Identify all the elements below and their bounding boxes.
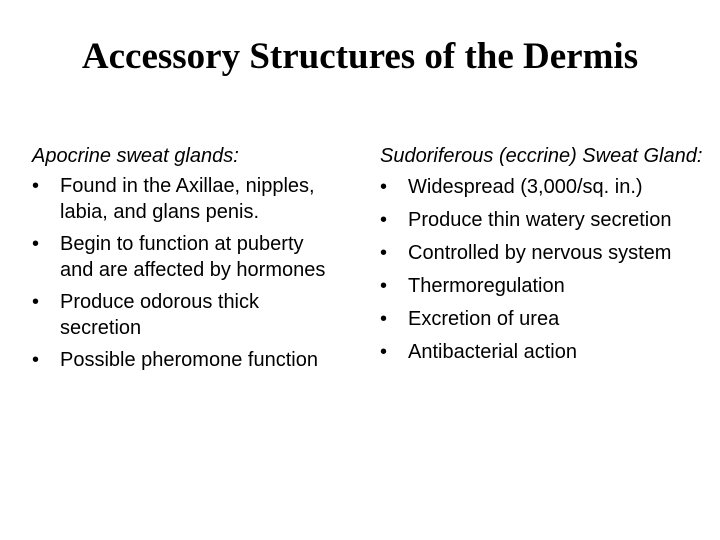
list-item-text: Found in the Axillae, nipples, labia, and glans penis. [60,175,315,223]
list-item [32,231,332,283]
list-item-text: Controlled by nervous system [408,242,672,264]
eccrine-heading: Sudoriferous (eccrine) Sweat Gland: [380,145,703,167]
bullet-icon: • [380,308,388,330]
slide-title: Accessory Structures of the Dermis [81,36,639,77]
list-item-text: Begin to function at puberty and are affected by hormones [60,233,326,281]
list-item-text: Possible pheromone function [60,349,318,371]
bullet-icon: • [380,341,388,363]
bullet-icon: • [32,233,40,255]
list-item [380,173,705,201]
bullet-icon: • [32,349,40,371]
list-item [380,239,705,267]
apocrine-column [32,143,332,379]
list-item [380,338,705,366]
eccrine-column [380,141,705,371]
bullet-icon: • [380,275,388,297]
apocrine-bullet-list [32,173,332,373]
list-item-text: Widespread (3,000/sq. in.) [408,176,643,198]
list-item-text: Antibacterial action [408,341,577,363]
eccrine-bullet-list [380,173,705,366]
bullet-icon: • [380,176,388,198]
list-item-text: Produce thin watery secretion [408,209,672,231]
bullet-icon: • [380,242,388,264]
list-item-text: Thermoregulation [408,275,565,297]
list-item-text: Excretion of urea [408,308,560,330]
list-item [380,272,705,300]
list-item [380,305,705,333]
bullet-icon: • [32,291,40,313]
bullet-icon: • [32,175,40,197]
apocrine-heading: Apocrine sweat glands: [32,145,239,167]
bullet-icon: • [380,209,388,231]
list-item [32,289,332,341]
list-item [32,173,332,225]
list-item-text: Produce odorous thick secretion [60,291,260,339]
list-item [380,206,705,234]
list-item [32,347,332,373]
